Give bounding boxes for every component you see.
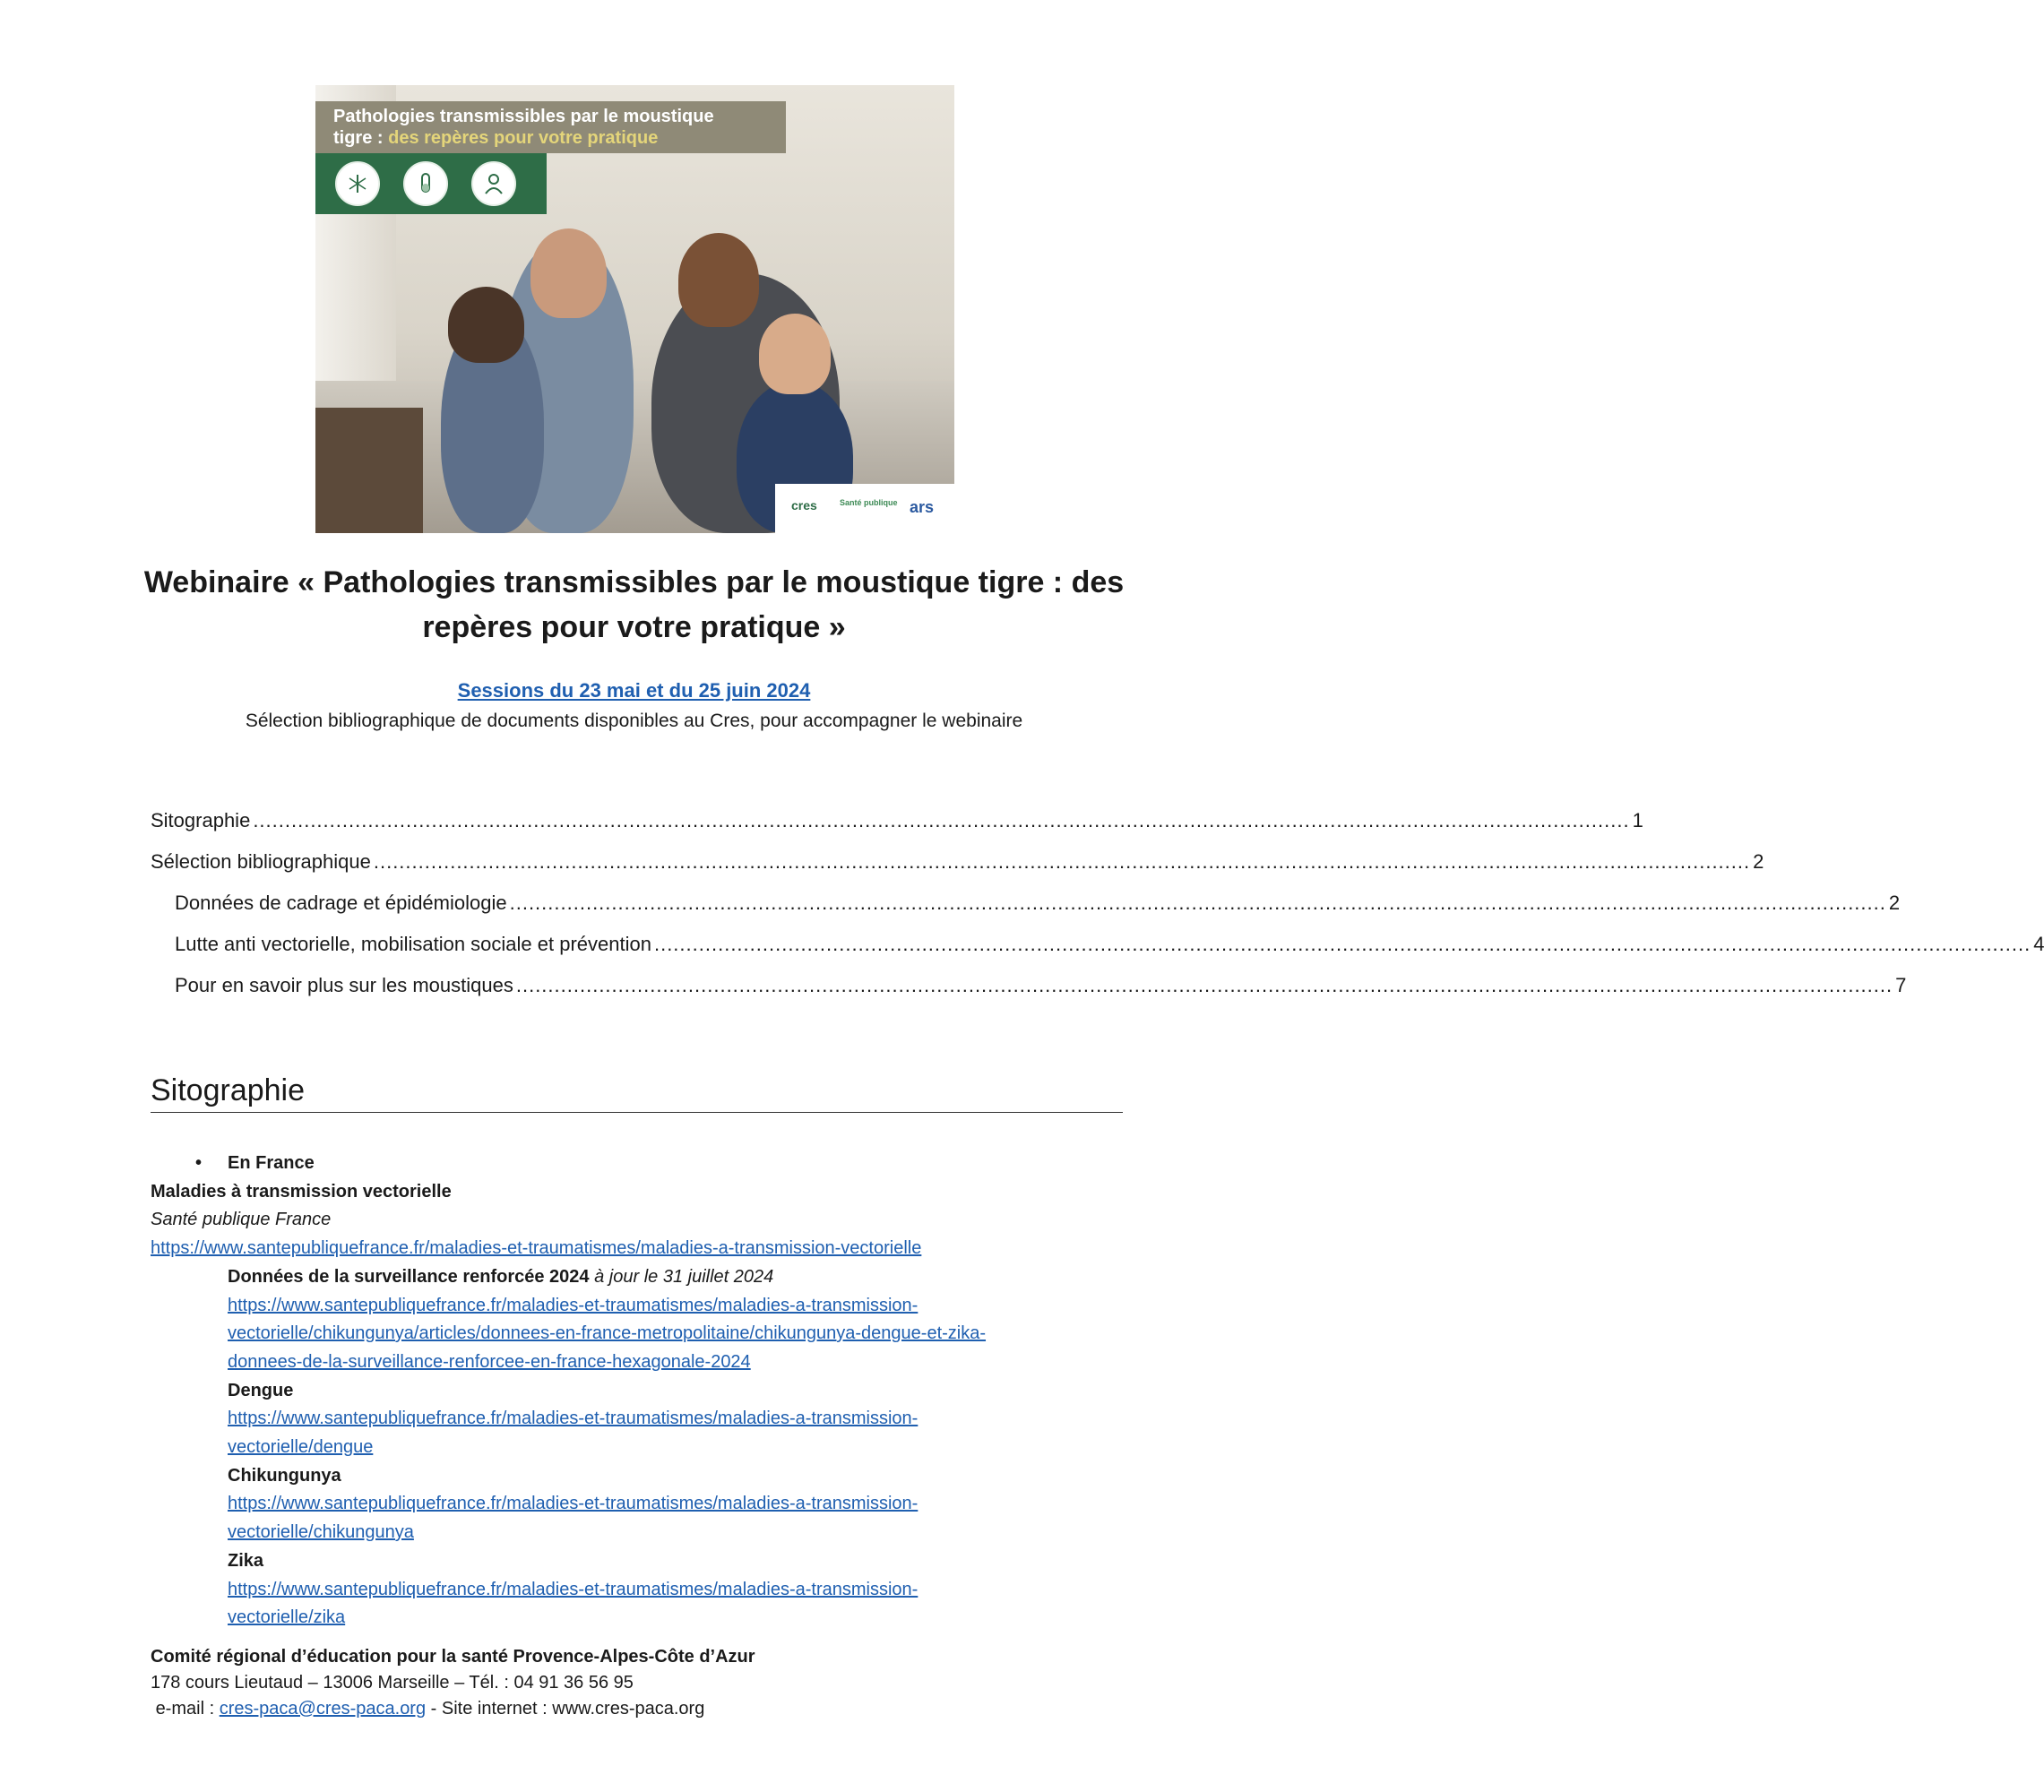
section-heading-sitographie: Sitographie xyxy=(151,1073,1123,1113)
cover-logos xyxy=(775,484,954,533)
sessions-link[interactable]: Sessions du 23 mai et du 25 juin 2024 xyxy=(457,679,811,702)
toc-label: Données de cadrage et épidémiologie xyxy=(175,892,507,914)
surveillance-title: Données de la surveillance renforcée 2024 xyxy=(228,1266,590,1287)
toc-page: 7 xyxy=(1895,974,1907,996)
toc-item-selection[interactable] xyxy=(151,848,1764,889)
chikungunya-link-line-2[interactable]: vectorielle/chikungunya xyxy=(228,1522,414,1543)
background-shelf xyxy=(315,408,423,533)
footer-contact xyxy=(151,1696,1136,1722)
cover-icon-bar xyxy=(315,153,547,214)
surveillance-heading xyxy=(151,1263,1136,1292)
footer-email-prefix: e-mail : xyxy=(155,1699,215,1719)
surveillance-link-line-3[interactable]: donnees-de-la-surveillance-renforcee-en-france-hexagonale-2024 xyxy=(228,1351,751,1372)
footer-org: Comité régional d’éducation pour la santé Provence-Alpes-Côte d’Azur xyxy=(151,1647,755,1667)
toc-page: 4 xyxy=(2033,933,2044,955)
footer-email-link[interactable]: cres-paca@cres-paca.org xyxy=(219,1699,427,1719)
title-line-2: repères pour votre pratique » xyxy=(422,610,846,644)
toc-label: Pour en savoir plus sur les moustiques xyxy=(175,974,513,996)
toc-page: 2 xyxy=(1753,850,1764,873)
toc-leader: ........................................................................................................................................................................................................................ xyxy=(515,974,1893,996)
banner-line-2-a: tigre : xyxy=(333,128,384,148)
toc-item-lutte[interactable] xyxy=(151,930,2044,971)
toc-leader: ........................................................................................................................................................................................................................ xyxy=(653,933,2031,955)
person-man-head xyxy=(678,233,759,327)
bullet-item xyxy=(151,1150,1136,1178)
mosquito-icon xyxy=(335,161,380,206)
dengue-heading: Dengue xyxy=(228,1380,294,1400)
table-of-contents xyxy=(151,806,2044,1012)
zika-link-line-1[interactable]: https://www.santepubliquefrance.fr/maladies-et-traumatismes/maladies-a-transmission- xyxy=(228,1579,919,1599)
sitographie-content xyxy=(151,1150,1136,1633)
resource-link[interactable]: https://www.santepubliquefrance.fr/maladies-et-traumatismes/maladies-a-transmission-vectorielle xyxy=(151,1238,922,1259)
person-woman-head xyxy=(530,228,607,318)
cover-image xyxy=(315,85,954,533)
toc-item-moustiques[interactable] xyxy=(151,971,1907,1012)
subtitle: Sélection bibliographique de documents disponibles au Cres, pour accompagner le webinaire xyxy=(245,711,1023,731)
toc-page: 2 xyxy=(1888,892,1901,914)
toc-leader: ........................................................................................................................................................................................................................ xyxy=(509,892,1886,914)
surveillance-date: à jour le 31 juillet 2024 xyxy=(594,1266,774,1287)
bullet-dot-icon: • xyxy=(195,1153,203,1173)
toc-label: Lutte anti vectorielle, mobilisation sociale et prévention xyxy=(175,933,651,955)
zika-link-line-2[interactable]: vectorielle/zika xyxy=(228,1607,346,1628)
surveillance-link-line-1[interactable]: https://www.santepubliquefrance.fr/maladies-et-traumatismes/maladies-a-transmission- xyxy=(228,1295,919,1315)
person-child-left-head xyxy=(448,287,524,363)
dengue-link-line-2[interactable]: vectorielle/dengue xyxy=(228,1437,374,1458)
toc-item-donnees[interactable] xyxy=(151,889,1901,930)
toc-leader: ........................................................................................................................................................................................................................ xyxy=(373,850,1751,873)
banner-line-2 xyxy=(333,127,786,149)
dengue-link-line-1[interactable]: https://www.santepubliquefrance.fr/maladies-et-traumatismes/maladies-a-transmission- xyxy=(228,1409,919,1429)
spf-logo: Santé publique xyxy=(840,498,898,507)
chikungunya-link-line-1[interactable]: https://www.santepubliquefrance.fr/maladies-et-traumatismes/maladies-a-transmission- xyxy=(228,1494,919,1514)
test-tube-icon xyxy=(403,161,448,206)
bullet-label: En France xyxy=(228,1153,315,1173)
toc-leader: ........................................................................................................................................................................................................................ xyxy=(253,809,1630,831)
toc-label: Sitographie xyxy=(151,809,251,831)
person-child-right-head xyxy=(759,314,831,394)
page-footer xyxy=(151,1644,1136,1722)
chikungunya-heading: Chikungunya xyxy=(228,1465,341,1486)
footer-site: - Site internet : www.cres-paca.org xyxy=(430,1699,705,1719)
banner-line-1: Pathologies transmissibles par le moustique xyxy=(333,107,714,126)
resource-heading: Maladies à transmission vectorielle xyxy=(151,1181,452,1202)
page-title xyxy=(134,560,1134,650)
resource-source: Santé publique France xyxy=(151,1210,332,1230)
surveillance-link-line-2[interactable]: vectorielle/chikungunya/articles/donnees-en-france-metropolitaine/chikungunya-dengue-et-zika- xyxy=(228,1323,987,1344)
zika-heading: Zika xyxy=(228,1550,264,1571)
doctor-icon xyxy=(471,161,516,206)
cover-banner xyxy=(315,101,786,153)
cres-logo: cres xyxy=(791,498,817,513)
footer-address: 178 cours Lieutaud – 13006 Marseille – Tél. : 04 91 36 56 95 xyxy=(151,1673,634,1693)
toc-page: 1 xyxy=(1632,809,1643,831)
ars-logo: ars xyxy=(910,498,935,516)
toc-item-sitographie[interactable] xyxy=(151,806,1643,848)
toc-label: Sélection bibliographique xyxy=(151,850,371,873)
title-line-1: Webinaire « Pathologies transmissibles par le moustique tigre : des xyxy=(143,565,1125,599)
banner-line-2-b: des repères pour votre pratique xyxy=(388,128,659,148)
